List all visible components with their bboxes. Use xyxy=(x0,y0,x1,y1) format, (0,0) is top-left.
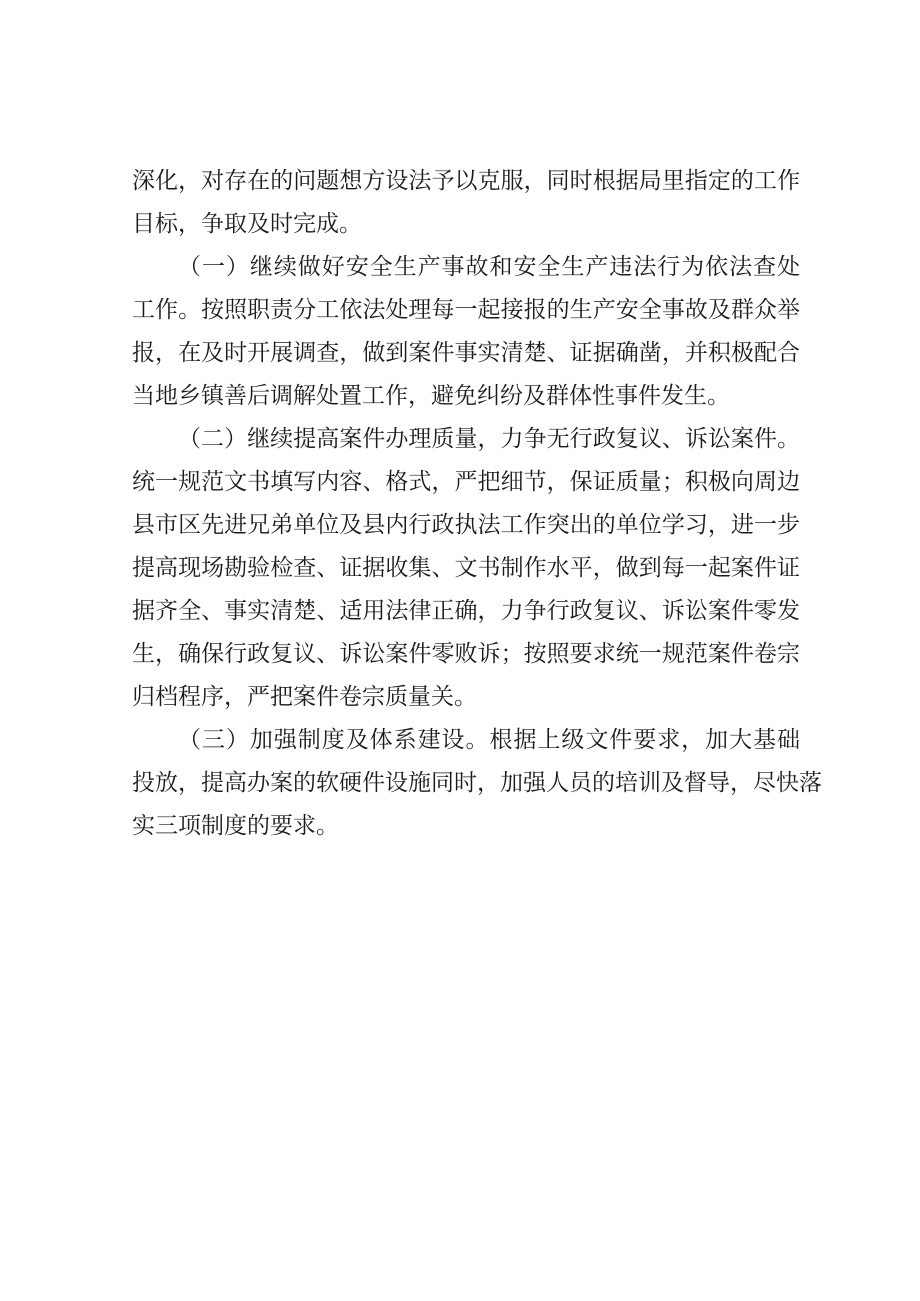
text-line: 投放，提高办案的软硬件设施同时，加强人员的培训及督导，尽快落 xyxy=(132,770,822,796)
text-line: 报，在及时开展调查，做到案件事实清楚、证据确凿，并积极配合 xyxy=(132,340,800,366)
text-line: 工作。按照职责分工依法处理每一起接报的生产安全事故及群众举 xyxy=(132,297,800,323)
text-line: （三）加强制度及体系建设。根据上级文件要求，加大基础 xyxy=(178,727,800,753)
text-line: 提高现场勘验检查、证据收集、文书制作水平，做到每一起案件证 xyxy=(132,555,800,581)
text-line: 深化，对存在的问题想方设法予以克服，同时根据局里指定的工作 xyxy=(132,168,800,194)
text-line: 当地乡镇善后调解处置工作，避免纠纷及群体性事件发生。 xyxy=(132,383,730,409)
text-line: 统一规范文书填写内容、格式，严把细节，保证质量；积极向周边 xyxy=(132,469,800,495)
paragraph-item-1 xyxy=(132,246,800,418)
text-line: 生，确保行政复议、诉讼案件零败诉；按照要求统一规范案件卷宗 xyxy=(132,641,800,667)
paragraph-item-3 xyxy=(132,719,822,848)
text-line: 目标，争取及时完成。 xyxy=(132,211,362,237)
text-line: 归档程序，严把案件卷宗质量关。 xyxy=(132,684,477,710)
text-line: （一）继续做好安全生产事故和安全生产违法行为依法查处 xyxy=(178,254,800,280)
text-line: 实三项制度的要求。 xyxy=(132,813,339,839)
document-body xyxy=(132,160,822,848)
text-line: （二）继续提高案件办理质量，力争无行政复议、诉讼案件。 xyxy=(178,426,800,452)
text-line: 据齐全、事实清楚、适用法律正确，力争行政复议、诉讼案件零发 xyxy=(132,598,800,624)
paragraph-intro xyxy=(132,160,800,246)
paragraph-item-2 xyxy=(132,418,800,719)
text-line: 县市区先进兄弟单位及县内行政执法工作突出的单位学习，进一步 xyxy=(132,512,800,538)
